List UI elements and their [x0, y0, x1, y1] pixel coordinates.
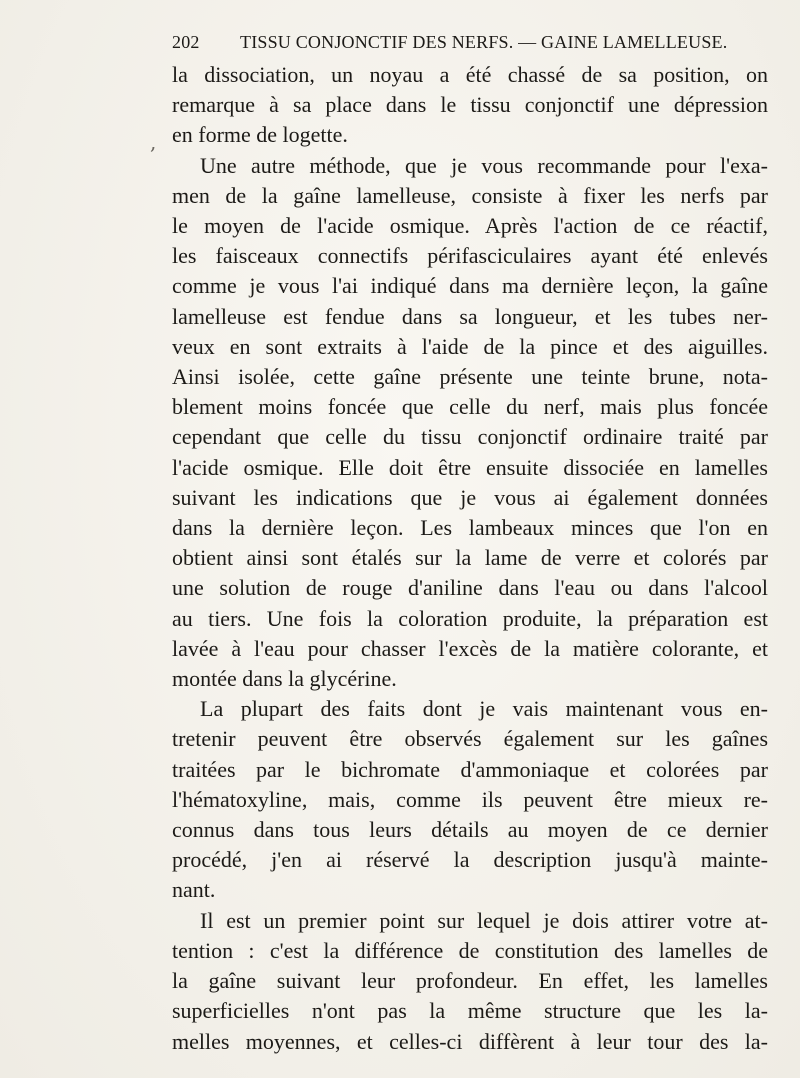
page-header — [172, 32, 772, 58]
text-line: procédé, j'en ai réservé la description jusqu'à mainte- — [172, 847, 768, 873]
page-number: 202 — [172, 32, 200, 52]
text-line: le moyen de l'acide osmique. Après l'action de ce réactif, — [172, 213, 768, 239]
paragraph — [172, 694, 768, 905]
text-line: montée dans la glycérine. — [172, 666, 397, 692]
margin-mark: , — [150, 130, 157, 154]
paragraph — [172, 60, 768, 151]
body-text — [172, 60, 768, 1057]
paragraph — [172, 906, 768, 1057]
text-line: blement moins foncée que celle du nerf, mais plus foncée — [172, 394, 768, 420]
text-line: tention : c'est la différence de constitution des lamelles de — [172, 937, 768, 963]
text-line: Une autre méthode, que je vous recommande pour l'exa- — [200, 152, 768, 178]
text-line: comme je vous l'ai indiqué dans ma dernière leçon, la gaîne — [172, 273, 768, 299]
text-line: nant. — [172, 877, 216, 903]
text-line: dans la dernière leçon. Les lambeaux minces que l'on en — [172, 515, 768, 541]
text-line: remarque à sa place dans le tissu conjonctif une dépression — [172, 92, 768, 118]
text-line: Il est un premier point sur lequel je dois attirer votre at- — [200, 907, 768, 933]
text-line: veux en sont extraits à l'aide de la pince et des aiguilles. — [172, 333, 768, 359]
text-line: une solution de rouge d'aniline dans l'eau ou dans l'alcool — [172, 575, 768, 601]
text-line: lamelleuse est fendue dans sa longueur, et les tubes ner- — [172, 303, 768, 329]
text-line: superficielles n'ont pas la même structure que les la- — [172, 998, 768, 1024]
paragraph — [172, 151, 768, 695]
text-line: tretenir peuvent être observés également sur les gaînes — [172, 726, 768, 752]
text-line: les faisceaux connectifs périfasciculaires ayant été enlevés — [172, 243, 768, 269]
text-line: au tiers. Une fois la coloration produite, la préparation est — [172, 605, 768, 631]
text-line: en forme de logette. — [172, 122, 348, 148]
text-line: l'hématoxyline, mais, comme ils peuvent être mieux re- — [172, 786, 768, 812]
text-line: la dissociation, un noyau a été chassé de sa position, on — [172, 62, 768, 87]
text-line: men de la gaîne lamelleuse, consiste à fixer les nerfs par — [172, 182, 768, 208]
text-line: lavée à l'eau pour chasser l'excès de la matière colorante, et — [172, 635, 768, 661]
text-line: melles moyennes, et celles-ci diffèrent à leur tour des la- — [172, 1028, 768, 1054]
text-line: cependant que celle du tissu conjonctif ordinaire traité par — [172, 424, 768, 450]
text-line: l'acide osmique. Elle doit être ensuite dissociée en lamelles — [172, 454, 768, 480]
text-line: La plupart des faits dont je vais maintenant vous en- — [200, 696, 768, 722]
text-line: Ainsi isolée, cette gaîne présente une teinte brune, nota- — [172, 364, 768, 390]
text-line: suivant les indications que je vous ai également données — [172, 484, 768, 510]
text-line: traitées par le bichromate d'ammoniaque et colorées par — [172, 756, 768, 782]
text-line: obtient ainsi sont étalés sur la lame de verre et colorés par — [172, 545, 768, 571]
running-title: TISSU CONJONCTIF DES NERFS. — GAINE LAMELLEUSE. — [240, 32, 728, 52]
text-line: connus dans tous leurs détails au moyen de ce dernier — [172, 817, 768, 843]
text-line: la gaîne suivant leur profondeur. En effet, les lamelles — [172, 968, 768, 994]
